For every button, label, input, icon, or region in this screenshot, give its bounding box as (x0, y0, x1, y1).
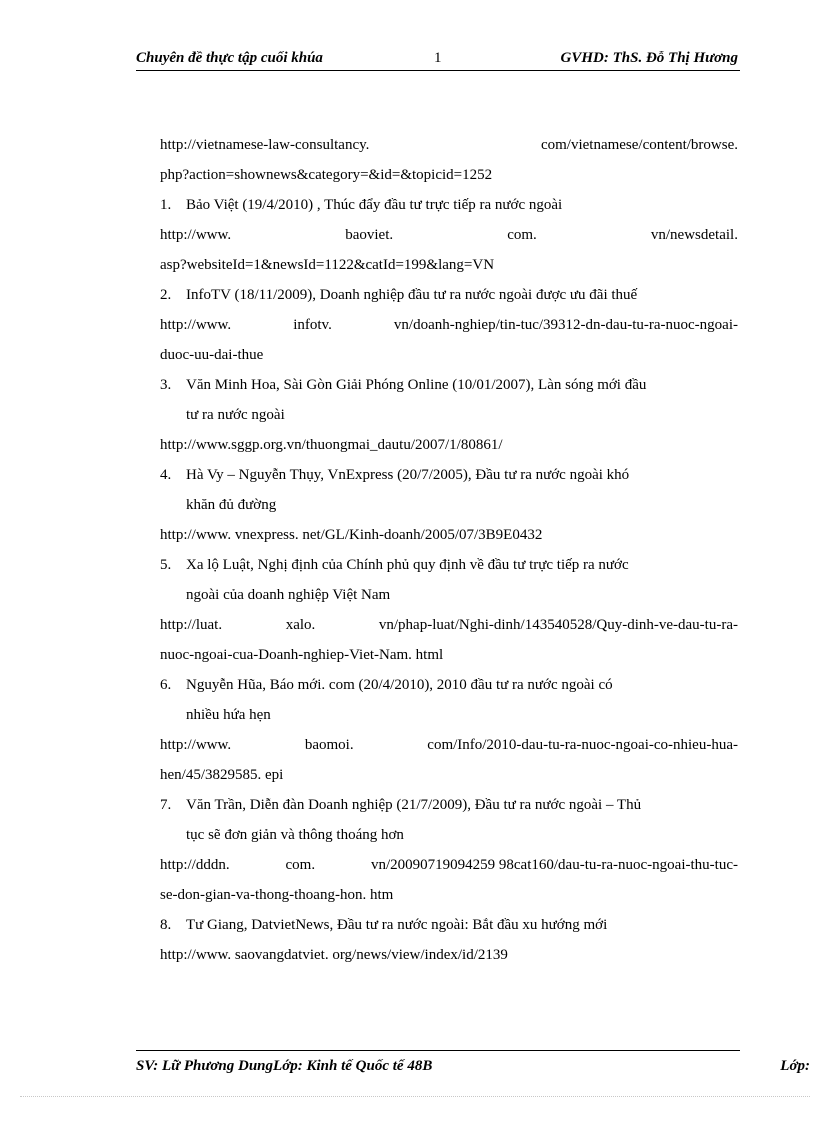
reference-item: 2. InfoTV (18/11/2009), Doanh nghiệp đầu tư ra nước ngoài được ưu đãi thuế (160, 287, 638, 303)
reference-url: duoc-uu-dai-thue (160, 347, 264, 363)
reference-url: http://www. baoviet. com. vn/newsdetail. (160, 227, 738, 243)
page-boundary-divider (20, 1096, 810, 1097)
reference-url: asp?websiteId=1&newsId=1122&catId=199&lang=VN (160, 257, 495, 273)
reference-item: 6. Nguyễn Hũa, Báo mới. com (20/4/2010), 2010 đầu tư ra nước ngoài có nhiều hứa hẹn (160, 677, 613, 723)
reference-url: http://www. infotv. vn/doanh-nghiep/tin-tuc/39312-dn-dau-tu-ra-nuoc-ngoai- (160, 317, 738, 333)
reference-url: http://luat. xalo. vn/phap-luat/Nghi-dinh/143540528/Quy-dinh-ve-dau-tu-ra- (160, 617, 738, 633)
reference-url: se-don-gian-va-thong-thoang-hon. htm (160, 887, 394, 903)
footer-rule (136, 1050, 740, 1051)
header-title: Chuyên đề thực tập cuối khúa (136, 50, 323, 66)
footer-class: Lớp: (780, 1058, 810, 1074)
page-header (136, 48, 740, 71)
reference-url: hen/45/3829585. epi (160, 767, 284, 783)
reference-url: http://www. baomoi. com/Info/2010-dau-tu-ra-nuoc-ngoai-co-nhieu-hua- (160, 737, 738, 753)
reference-item: 8. Tư Giang, DatvietNews, Đầu tư ra nước ngoài: Bắt đầu xu hướng mới (160, 917, 608, 933)
reference-item: 3. Văn Minh Hoa, Sài Gòn Giải Phóng Online (10/01/2007), Làn sóng mới đầu tư ra nước ngoài (160, 377, 647, 423)
reference-url: http://www. vnexpress. net/GL/Kinh-doanh/2005/07/3B9E0432 (160, 527, 543, 543)
reference-url: http://vietnamese-law-consultancy. com/vietnamese/content/browse. (160, 137, 738, 153)
reference-url: http://dddn. com. vn/20090719094259 98cat160/dau-tu-ra-nuoc-ngoai-thu-tuc- (160, 857, 738, 873)
reference-item: 7. Văn Trần, Diễn đàn Doanh nghiệp (21/7/2009), Đầu tư ra nước ngoài – Thủ tục sẽ đơn giản và thông thoáng hơn (160, 797, 642, 843)
reference-url: http://www. saovangdatviet. org/news/view/index/id/2139 (160, 947, 508, 963)
page-footer (136, 1050, 816, 1074)
footer-student: SV: Lữ Phương DungLớp: Kinh tế Quốc tế 48B (136, 1058, 433, 1074)
reference-url: php?action=shownews&category=&id=&topicid=1252 (160, 167, 493, 183)
reference-url: nuoc-ngoai-cua-Doanh-nghiep-Viet-Nam. html (160, 647, 444, 663)
header-advisor: GVHD: ThS. Đỗ Thị Hương (560, 50, 738, 66)
reference-url: http://www.sggp.org.vn/thuongmai_dautu/2007/1/80861/ (160, 437, 503, 453)
reference-item: 5. Xa lộ Luật, Nghị định của Chính phủ quy định về đầu tư trực tiếp ra nước ngoài của doanh nghiệp Việt Nam (160, 557, 629, 603)
page-number: 1 (434, 50, 442, 66)
reference-item: 1. Bảo Việt (19/4/2010) , Thúc đẩy đầu tư trực tiếp ra nước ngoài (160, 197, 563, 213)
reference-item: 4. Hà Vy – Nguyễn Thụy, VnExpress (20/7/2005), Đầu tư ra nước ngoài khó khăn đủ đường (160, 467, 630, 513)
reference-list (160, 130, 738, 970)
